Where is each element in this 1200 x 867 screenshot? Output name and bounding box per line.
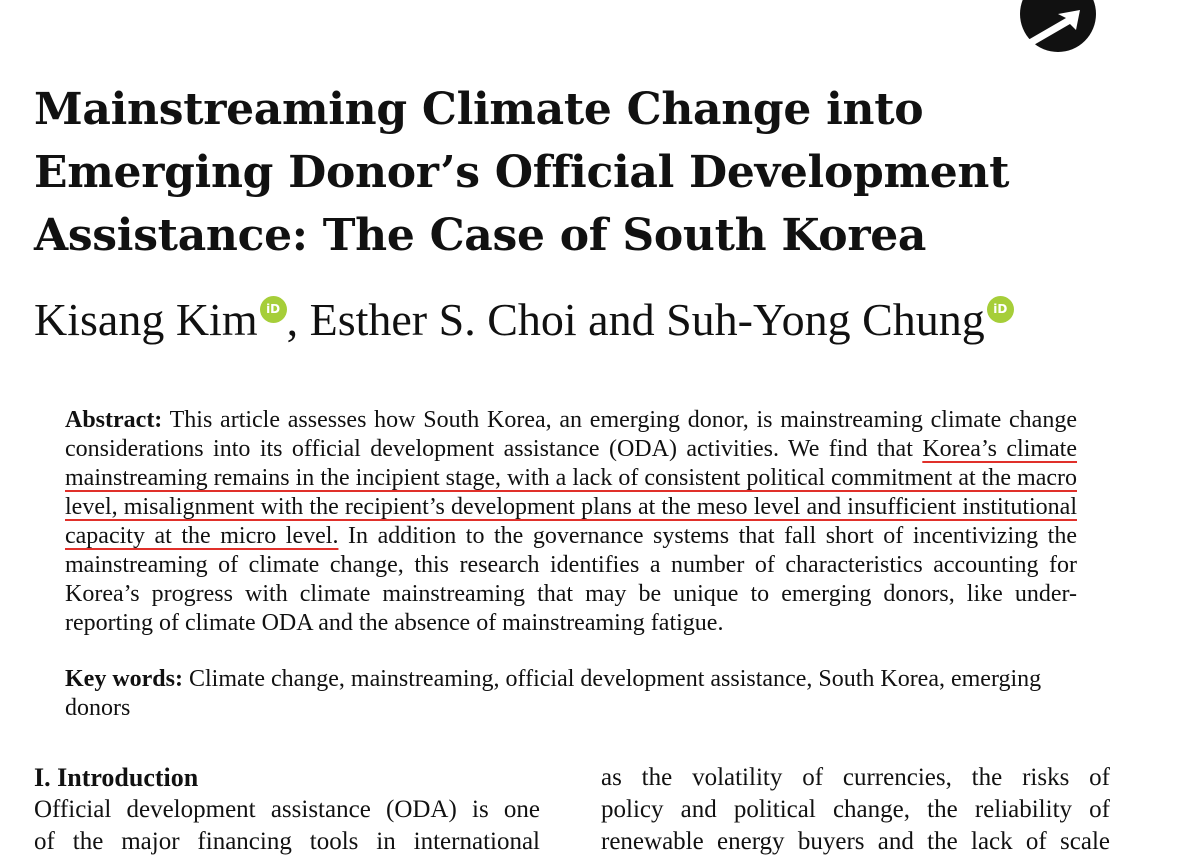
title-line: Assistance: The Case of South Korea [34, 210, 927, 261]
section-heading: I. Introduction [34, 763, 199, 792]
title-line: Emerging Donor’s Official Development [34, 147, 1010, 198]
orcid-icon[interactable]: iD [260, 296, 287, 323]
body-line: of the major financing tools in international [34, 828, 540, 855]
keywords-text: Climate change, mainstreaming, official development assistance, South Korea, emerging donors [65, 666, 1042, 721]
title-line: Mainstreaming Climate Change into [34, 84, 924, 135]
author-list [34, 292, 1014, 348]
body-line: Official development assistance (ODA) is one [34, 796, 540, 823]
abstract [65, 406, 1077, 638]
orcid-icon[interactable]: iD [987, 296, 1014, 323]
author-name: Kisang Kim [34, 294, 258, 345]
body-line: as the volatility of currencies, the risks of [601, 764, 1110, 791]
author-names: , Esther S. Choi and Suh-Yong Chung [286, 294, 985, 345]
keywords-label: Key words: [65, 666, 183, 692]
article-title [34, 78, 1094, 267]
highlighted-finding: Korea’s climate mainstreaming remains in the incipient stage, with a lack of consistent political commitment at the macro level, misalignment with the recipient’s development plans at the meso level and insufficient institutional capacity at the micro level. [65, 436, 1078, 549]
abstract-label: Abstract: [65, 407, 163, 433]
abstract-text: In addition to the governance systems that fall short of incentivizing the mainstreaming of climate change, this research identifies a number of characteristics accounting for Korea’s progress with climate mainstreaming that may be unique to emerging donors, like under-reporting of climate ODA and the absence of mainstreaming fatigue. [65, 523, 1077, 636]
keywords [65, 665, 1077, 723]
body-column-left [34, 794, 540, 858]
body-line: policy and political change, the reliability of [601, 796, 1110, 823]
body-column-right [601, 762, 1110, 858]
body-line: renewable energy buyers and the lack of scale [601, 828, 1110, 855]
abstract-text: This article assesses how South Korea, an emerging donor, is mainstreaming climate change considerations into its official development assistance (ODA) activities. We find that [65, 407, 1077, 462]
publisher-logo-icon [1018, 0, 1098, 52]
